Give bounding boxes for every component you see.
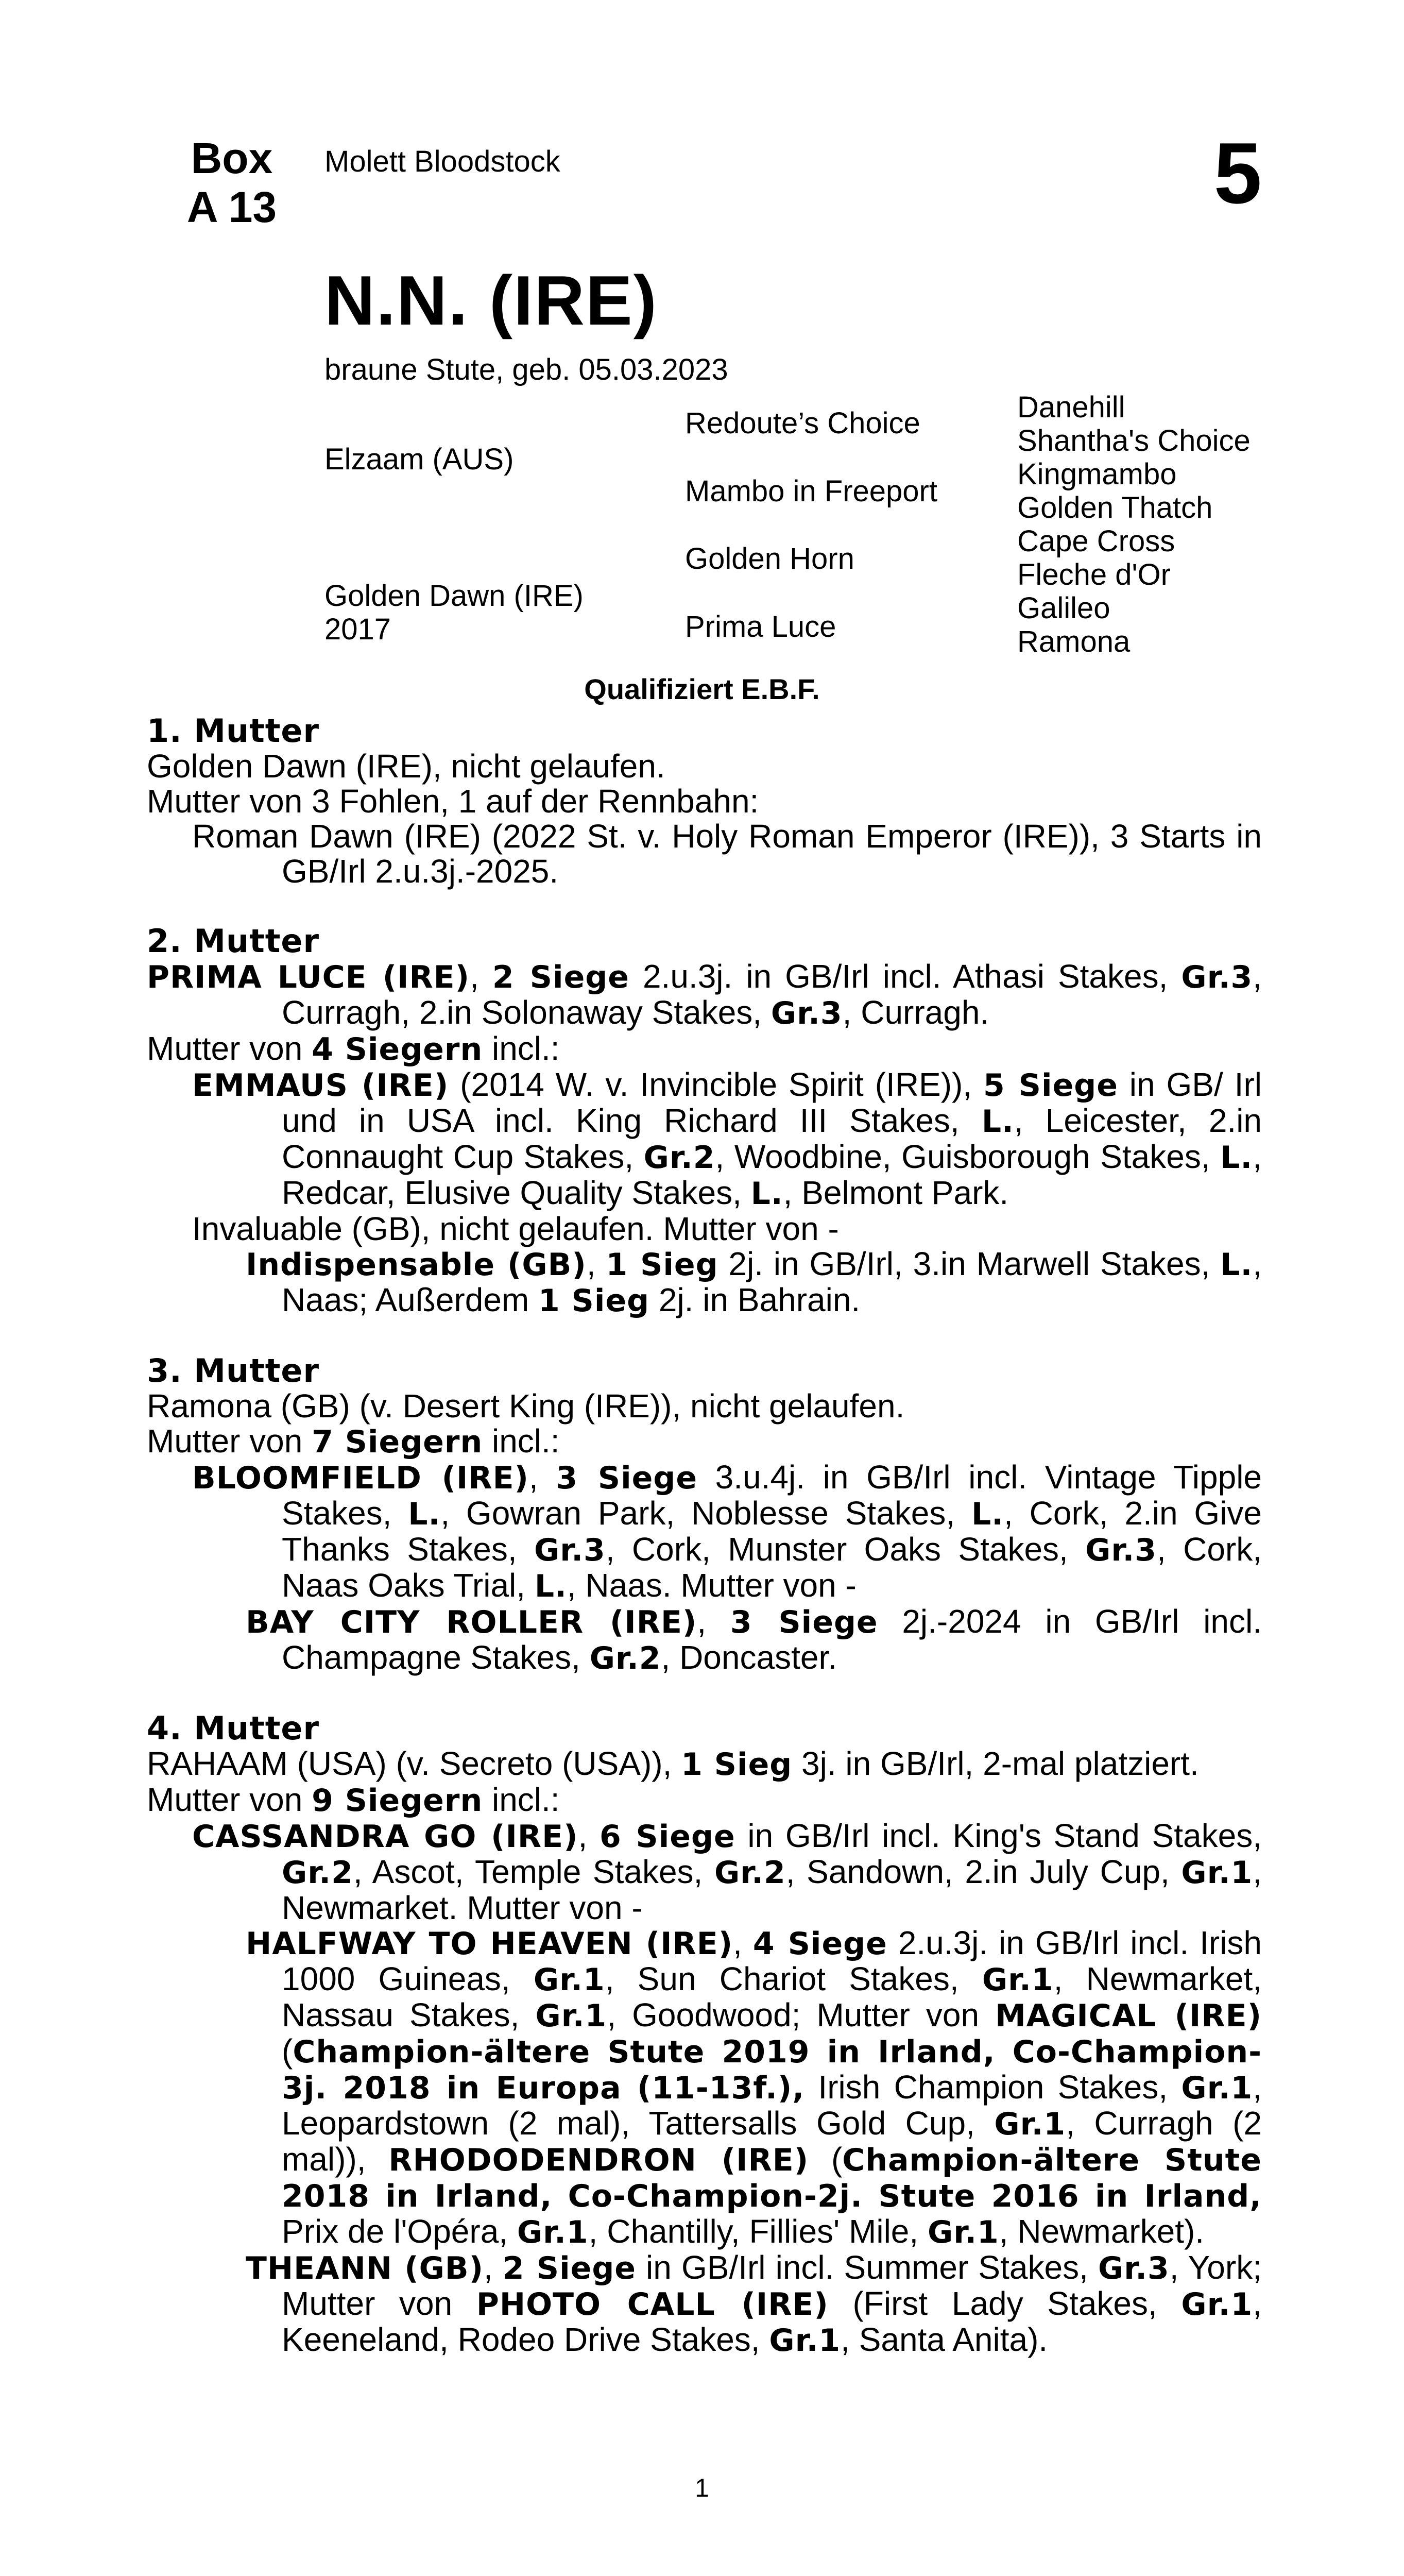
horse-name: N.N. (IRE) xyxy=(324,261,658,340)
first-dam-produce: Mutter von 3 Fohlen, 1 auf der Rennbahn: xyxy=(147,783,759,820)
fourth-dam-produce: Mutter von 9 Siegern incl.: xyxy=(147,1781,560,1819)
horse-name-bold: BAY CITY ROLLER (IRE) xyxy=(246,1604,697,1640)
grade: Gr.1 xyxy=(535,1998,607,2034)
g3-7: Galileo xyxy=(1017,591,1110,625)
grade: L. xyxy=(1220,1247,1253,1283)
second-dam-produce: Mutter von 4 Siegern incl.: xyxy=(147,1030,560,1067)
winner-count: 4 Siegern xyxy=(312,1031,483,1067)
qualification: Qualifiziert E.B.F. xyxy=(584,673,820,705)
wins: 4 Siege xyxy=(752,1926,887,1962)
grade: Gr.3 xyxy=(1181,959,1253,995)
third-generation xyxy=(1017,391,1251,658)
g3-3: Kingmambo xyxy=(1017,457,1177,491)
box-label xyxy=(155,134,309,232)
box-number: A 13 xyxy=(186,182,277,231)
grade: Gr.1 xyxy=(994,2106,1066,2142)
grade: Gr.1 xyxy=(927,2214,999,2250)
heading-first-dam: 1. Mutter xyxy=(147,712,320,750)
g3-1: Danehill xyxy=(1017,391,1125,424)
produce-entry: THEANN (GB), 2 Siege in GB/Irl incl. Summer Stakes, Gr.3, York; Mutter von PHOTO CALL (IRE) (First Lady Stakes, Gr.1, Keeneland, Rodeo Drive Stakes, Gr.1, Santa Anita). xyxy=(246,2249,1262,2359)
grade: Gr.1 xyxy=(517,2214,589,2250)
horse-name-bold: Indispensable (GB) xyxy=(246,1247,587,1283)
dam-name: Golden Dawn (IRE) xyxy=(324,579,584,613)
wins: 5 Siege xyxy=(983,1067,1118,1104)
grade: L. xyxy=(1220,1140,1253,1176)
wins: 2 Siege xyxy=(492,959,629,995)
horse-name-bold: RHODODENDRON (IRE) xyxy=(388,2142,809,2178)
grade: Gr.3 xyxy=(1085,1532,1157,1568)
sire-dam: Mambo in Freeport xyxy=(685,474,937,508)
dam-name: PRIMA LUCE (IRE) xyxy=(147,959,470,995)
grade: L. xyxy=(981,1104,1014,1140)
grade: Gr.2 xyxy=(589,1640,661,1676)
lot-number: 5 xyxy=(1213,125,1262,222)
horse-name-bold: PHOTO CALL (IRE) xyxy=(476,2286,829,2323)
horse-name-bold: HALFWAY TO HEAVEN (IRE) xyxy=(246,1926,733,1962)
g3-5: Cape Cross xyxy=(1017,524,1175,558)
wins: 6 Siege xyxy=(599,1819,735,1855)
grade: Gr.2 xyxy=(643,1140,715,1176)
dam-year: 2017 xyxy=(324,612,391,646)
horse-name-bold: MAGICAL (IRE) xyxy=(995,1998,1262,2034)
wins: 1 Sieg xyxy=(538,1283,650,1319)
championship: Champion-ältere Stute 2019 in Irland, Co-Champion-3j. 2018 in Europa (11-13f.), xyxy=(282,2034,1262,2106)
grade: Gr.1 xyxy=(1181,1855,1253,1891)
grade: Gr.2 xyxy=(282,1855,353,1891)
grade: Gr.3 xyxy=(1098,2250,1170,2286)
horse-name-bold: CASSANDRA GO (IRE) xyxy=(192,1819,578,1855)
horse-name-bold: BLOOMFIELD (IRE) xyxy=(192,1460,529,1496)
g3-4: Golden Thatch xyxy=(1017,491,1213,524)
g3-6: Fleche d'Or xyxy=(1017,558,1171,591)
fourth-dam-line: RAHAAM (USA) (v. Secreto (USA)), 1 Sieg 3j. in GB/Irl, 2-mal platziert. xyxy=(147,1745,1199,1783)
grade: Gr.3 xyxy=(534,1532,606,1568)
wins: 1 Sieg xyxy=(606,1247,718,1283)
horse-description: braune Stute, geb. 05.03.2023 xyxy=(324,353,728,386)
box-word: Box xyxy=(191,134,273,182)
dam xyxy=(324,580,584,647)
grade: Gr.1 xyxy=(1181,2286,1253,2323)
wins: 1 Sieg xyxy=(681,1747,793,1783)
grade: Gr.1 xyxy=(769,2323,841,2359)
wins: 3 Siege xyxy=(730,1604,878,1640)
second-dam-line: PRIMA LUCE (IRE), 2 Siege 2.u.3j. in GB/Irl incl. Athasi Stakes, Gr.3, Curragh, 2.in Solonaway Stakes, Gr.3, Curragh. xyxy=(147,958,1262,1031)
grade: L. xyxy=(750,1176,783,1212)
heading-third-dam: 3. Mutter xyxy=(147,1352,320,1389)
heading-second-dam: 2. Mutter xyxy=(147,922,320,960)
grade: L. xyxy=(971,1496,1004,1532)
heading-fourth-dam: 4. Mutter xyxy=(147,1709,320,1747)
third-dam-line: Ramona (GB) (v. Desert King (IRE)), nicht gelaufen. xyxy=(147,1387,905,1425)
horse-name-bold: THEANN (GB) xyxy=(246,2250,484,2286)
winner-count: 7 Siegern xyxy=(312,1424,483,1460)
grade: Gr.2 xyxy=(714,1855,786,1891)
sire: Elzaam (AUS) xyxy=(324,443,514,476)
g3-8: Ramona xyxy=(1017,625,1131,658)
grade: L. xyxy=(408,1496,441,1532)
grade: Gr.3 xyxy=(771,995,843,1031)
produce-entry: BAY CITY ROLLER (IRE), 3 Siege 2j.-2024 in GB/Irl incl. Champagne Stakes, Gr.2, Doncaster. xyxy=(246,1603,1262,1676)
produce-entry: CASSANDRA GO (IRE), 6 Siege in GB/Irl incl. King's Stand Stakes, Gr.2, Ascot, Temple Stakes, Gr.2, Sandown, 2.in July Cup, Gr.1, Newmarket. Mutter von - xyxy=(192,1817,1262,1926)
first-dam-line: Golden Dawn (IRE), nicht gelaufen. xyxy=(147,748,665,785)
winner-count: 9 Siegern xyxy=(312,1783,483,1819)
third-dam-produce: Mutter von 7 Siegern incl.: xyxy=(147,1422,560,1460)
wins: 2 Siege xyxy=(502,2250,636,2286)
sire-sire: Redoute’s Choice xyxy=(685,406,920,440)
produce-entry: Roman Dawn (IRE) (2022 St. v. Holy Roman Emperor (IRE)), 3 Starts in GB/Irl 2.u.3j.-2025. xyxy=(192,818,1262,890)
produce-entry: BLOOMFIELD (IRE), 3 Siege 3.u.4j. in GB/Irl incl. Vintage Tipple Stakes, L., Gowran Park, Noblesse Stakes, L., Cork, 2.in Give Thanks Stakes, Gr.3, Cork, Munster Oaks Stakes, Gr.3, Cork, Naas Oaks Trial, L., Naas. Mutter von - xyxy=(192,1459,1262,1604)
consignor: Molett Bloodstock xyxy=(324,145,560,178)
catalogue-text xyxy=(147,714,1262,2358)
championship: Champion-ältere Stute 2018 in Irland, Co-Champion-2j. Stute 2016 in Irland, xyxy=(282,2142,1262,2214)
g3-2: Shantha's Choice xyxy=(1017,424,1251,457)
page-number: 1 xyxy=(695,2473,709,2502)
horse-name-bold: EMMAUS (IRE) xyxy=(192,1067,449,1104)
grade: Gr.1 xyxy=(982,1962,1054,1998)
dam-dam: Prima Luce xyxy=(685,610,836,643)
dam-sire: Golden Horn xyxy=(685,542,854,575)
grade: L. xyxy=(534,1568,567,1604)
grade: Gr.1 xyxy=(1181,2070,1253,2106)
produce-entry: Indispensable (GB), 1 Sieg 2j. in GB/Irl, 3.in Marwell Stakes, L., Naas; Außerdem 1 Sieg 2j. in Bahrain. xyxy=(246,1245,1262,1319)
produce-entry: EMMAUS (IRE) (2014 W. v. Invincible Spirit (IRE)), 5 Siege in GB/ Irl und in USA incl. King Richard III Stakes, L., Leicester, 2.in Connaught Cup Stakes, Gr.2, Woodbine, Guisborough Stakes, L., Redcar, Elusive Quality Stakes, L., Belmont Park. xyxy=(192,1066,1262,1212)
produce-entry: HALFWAY TO HEAVEN (IRE), 4 Siege 2.u.3j. in GB/Irl incl. Irish 1000 Guineas, Gr.1, Sun Chariot Stakes, Gr.1, Newmarket, Nassau Stakes, Gr.1, Goodwood; Mutter von MAGICAL (IRE) (Champion-ältere Stute 2019 in Irland, Co-Champion-3j. 2018 in Europa (11-13f.), Irish Champion Stakes, Gr.1, Leopardstown (2 mal), Tattersalls Gold Cup, Gr.1, Curragh (2 mal)), RHODODENDRON (IRE) (Champion-ältere Stute 2018 in Irland, Co-Champion-2j. Stute 2016 in Irland, Prix de l'Opéra, Gr.1, Chantilly, Fillies' Mile, Gr.1, Newmarket). xyxy=(246,1924,1262,2250)
grade: Gr.1 xyxy=(533,1962,605,1998)
produce-entry: Invaluable (GB), nicht gelaufen. Mutter von - xyxy=(192,1210,839,1247)
wins: 3 Siege xyxy=(556,1460,698,1496)
